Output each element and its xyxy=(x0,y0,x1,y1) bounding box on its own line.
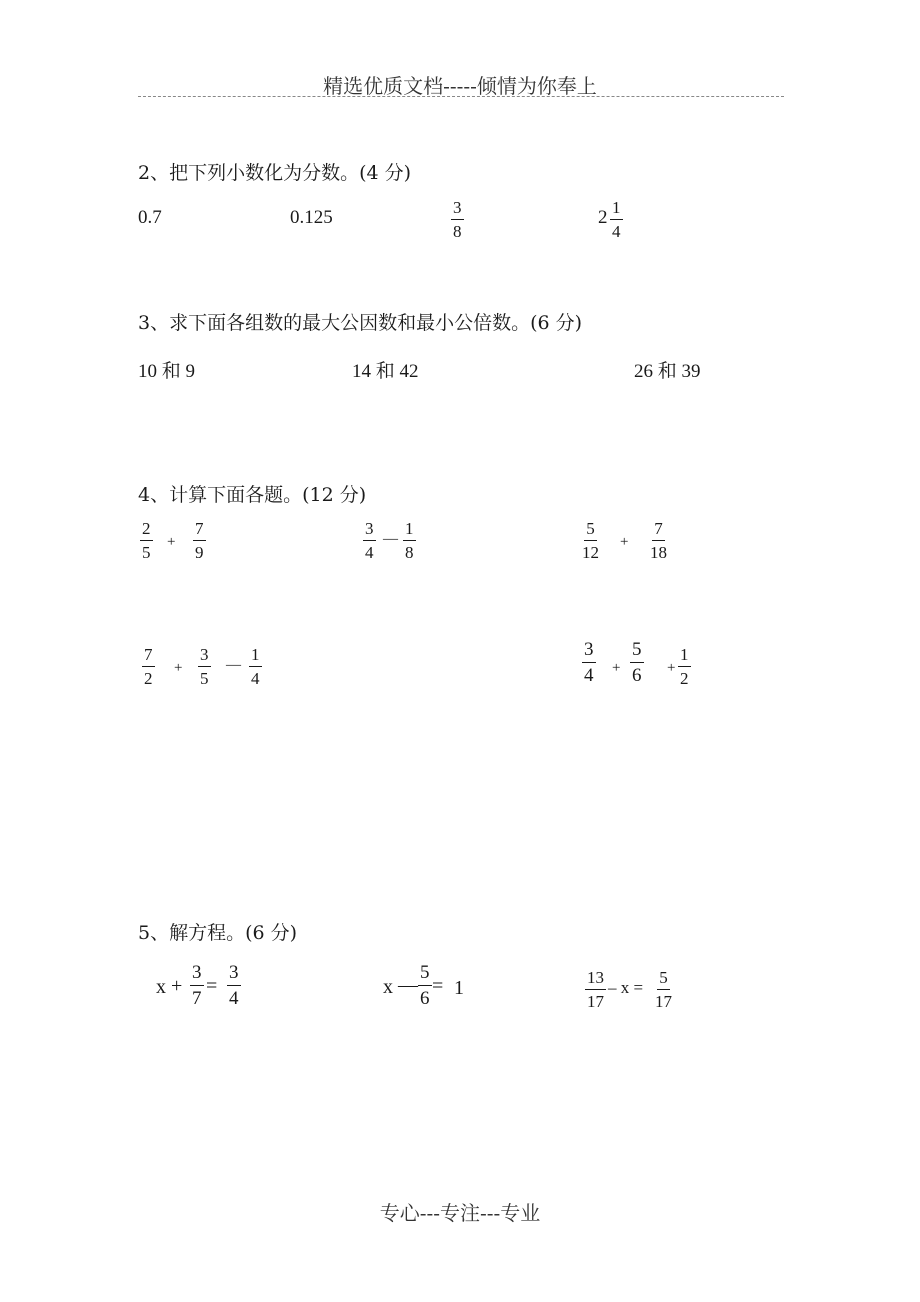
fraction xyxy=(363,520,376,561)
numerator: 5 xyxy=(657,969,670,990)
denominator: 5 xyxy=(142,543,151,562)
number-pair: 14 和 42 xyxy=(352,361,419,382)
fraction xyxy=(142,646,155,687)
numerator: 5 xyxy=(418,963,432,986)
denominator: 17 xyxy=(587,992,604,1011)
fraction xyxy=(678,646,691,687)
fraction xyxy=(451,199,464,240)
operator: + xyxy=(612,660,621,676)
denominator: 6 xyxy=(420,988,430,1009)
denominator: 7 xyxy=(192,988,202,1009)
fraction xyxy=(582,520,599,561)
fraction xyxy=(582,640,596,685)
page-footer: 专心---专注---专业 xyxy=(379,1201,541,1225)
question-4-title: 4、计算下面各题。(12 分) xyxy=(138,484,367,506)
mixed-whole: 2 xyxy=(598,207,608,228)
numerator: 7 xyxy=(193,520,206,541)
numerator: 13 xyxy=(585,969,606,990)
denominator: 4 xyxy=(365,543,374,562)
denominator: 2 xyxy=(680,669,689,688)
decimal-item: 0.125 xyxy=(290,207,333,228)
denominator: 4 xyxy=(251,669,260,688)
header-divider xyxy=(138,96,784,97)
numerator: 7 xyxy=(142,646,155,667)
fraction xyxy=(650,520,667,561)
variable-x: x xyxy=(383,976,393,998)
fraction xyxy=(193,520,206,561)
fraction xyxy=(140,520,153,561)
question-5-title: 5、解方程。(6 分) xyxy=(138,922,298,944)
denominator: 12 xyxy=(582,543,599,562)
numerator: 1 xyxy=(249,646,262,667)
page-header: 精选优质文档-----倾情为你奉上 xyxy=(323,74,597,98)
number-pair: 10 和 9 xyxy=(138,361,196,382)
fraction xyxy=(249,646,262,687)
operator: + xyxy=(167,534,176,550)
denominator: 17 xyxy=(655,992,672,1011)
numerator: 3 xyxy=(582,640,596,663)
numerator: 5 xyxy=(630,640,644,663)
numerator: 1 xyxy=(678,646,691,667)
denominator: 18 xyxy=(650,543,667,562)
denominator: 6 xyxy=(632,665,642,686)
fraction xyxy=(403,520,416,561)
numerator: 3 xyxy=(363,520,376,541)
question-2-title: 2、把下列小数化为分数。(4 分) xyxy=(138,162,412,184)
operator: + xyxy=(174,660,183,676)
numerator: 3 xyxy=(198,646,211,667)
numerator: 3 xyxy=(451,199,464,220)
decimal-item: 0.7 xyxy=(138,207,162,228)
variable-x: x xyxy=(156,976,166,998)
equals-sign: = xyxy=(432,975,444,997)
operator: — xyxy=(383,531,398,547)
rhs-value: 1 xyxy=(454,977,464,999)
number-pair: 26 和 39 xyxy=(634,361,701,382)
denominator: 4 xyxy=(584,665,594,686)
question-3-title: 3、求下面各组数的最大公因数和最小公倍数。(6 分) xyxy=(138,312,583,334)
fraction xyxy=(630,640,644,685)
operator: — xyxy=(398,974,418,996)
numerator: 3 xyxy=(190,963,204,986)
fraction xyxy=(227,963,241,1008)
operator: + xyxy=(620,534,629,550)
equation-middle: – x = xyxy=(608,978,644,997)
fraction xyxy=(190,963,204,1008)
fraction xyxy=(585,969,606,1010)
denominator: 4 xyxy=(229,988,239,1009)
operator: — xyxy=(226,657,241,673)
equals-sign: = xyxy=(206,975,218,997)
denominator: 4 xyxy=(612,222,621,241)
denominator: 8 xyxy=(453,222,462,241)
operator: + xyxy=(667,660,676,676)
fraction xyxy=(198,646,211,687)
denominator: 8 xyxy=(405,543,414,562)
operator: + xyxy=(171,975,183,997)
fraction xyxy=(418,963,432,1008)
numerator: 3 xyxy=(227,963,241,986)
denominator: 2 xyxy=(144,669,153,688)
fraction xyxy=(655,969,672,1010)
denominator: 9 xyxy=(195,543,204,562)
numerator: 1 xyxy=(403,520,416,541)
numerator: 2 xyxy=(140,520,153,541)
denominator: 5 xyxy=(200,669,209,688)
numerator: 1 xyxy=(610,199,623,220)
numerator: 7 xyxy=(652,520,665,541)
fraction xyxy=(610,199,623,240)
numerator: 5 xyxy=(584,520,597,541)
